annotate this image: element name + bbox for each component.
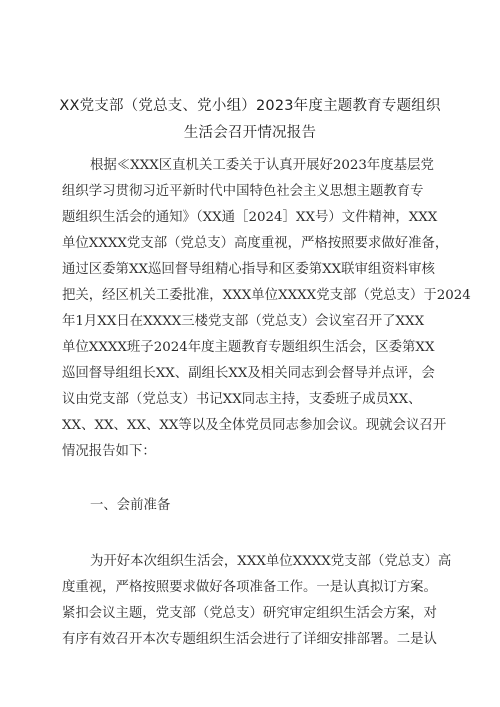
paragraph-1-line-9: 巡回督导组组长XX、副组长XX及相关同志到会督导并点评，会 [62,366,435,381]
paragraph-1-line-3: 题组织生活会的通知》（XX通［2024］XX号）文件精神，XXX [62,210,438,225]
paragraph-1-line-1: 根据≪XXX区直机关工委关于认真开展好2023年度基层党 [90,158,434,173]
paragraph-1-line-12: 情况报告如下： [62,444,156,459]
paragraph-2-line-3: 紧扣会议主题，党支部（党总支）研究审定组织生活会方案，对 [62,606,437,621]
paragraph-1-line-4: 单位XXXX党支部（党总支）高度重视，严格按照要求做好准备， [62,236,449,251]
paragraph-2-line-2: 度重视，严格按照要求做好各项准备工作。一是认真拟订方案。 [62,580,437,595]
paragraph-1-line-11: XX、XX、XX、XX等以及全体党员同志参加会议。现就会议召开 [62,418,447,433]
paragraph-1-line-2: 组织学习贯彻习近平新时代中国特色社会主义思想主题教育专 [62,184,424,199]
document-title-line-1: XX党支部（党总支、党小组）2023年度主题教育专题组织 [59,98,441,114]
section-1-heading: 一、会前准备 [90,498,171,513]
paragraph-1-line-6: 把关，经区机关工委批准，XXX单位XXXX党支部（党总支）于2024 [62,288,471,303]
paragraph-2-line-4: 有序有效召开本次专题组织生活会进行了详细安排部署。二是认 [62,632,437,647]
paragraph-1-line-8: 单位XXXX班子2024年度主题教育专题组织生活会，区委第XX [62,340,435,355]
paragraph-2-line-1: 为开好本次组织生活会，XXX单位XXXX党支部（党总支）高 [90,554,452,569]
paragraph-1-line-7: 年1月XX日在XXXX三楼党支部（党总支）会议室召开了XXX [62,314,425,329]
document-title-line-2: 生活会召开情况报告 [183,125,317,141]
paragraph-1-line-10: 议由党支部（党总支）书记XX同志主持，支委班子成员XX、 [62,392,422,407]
paragraph-1-line-5: 通过区委第XX巡回督导组精心指导和区委第XX联审组资料审核 [62,262,435,277]
